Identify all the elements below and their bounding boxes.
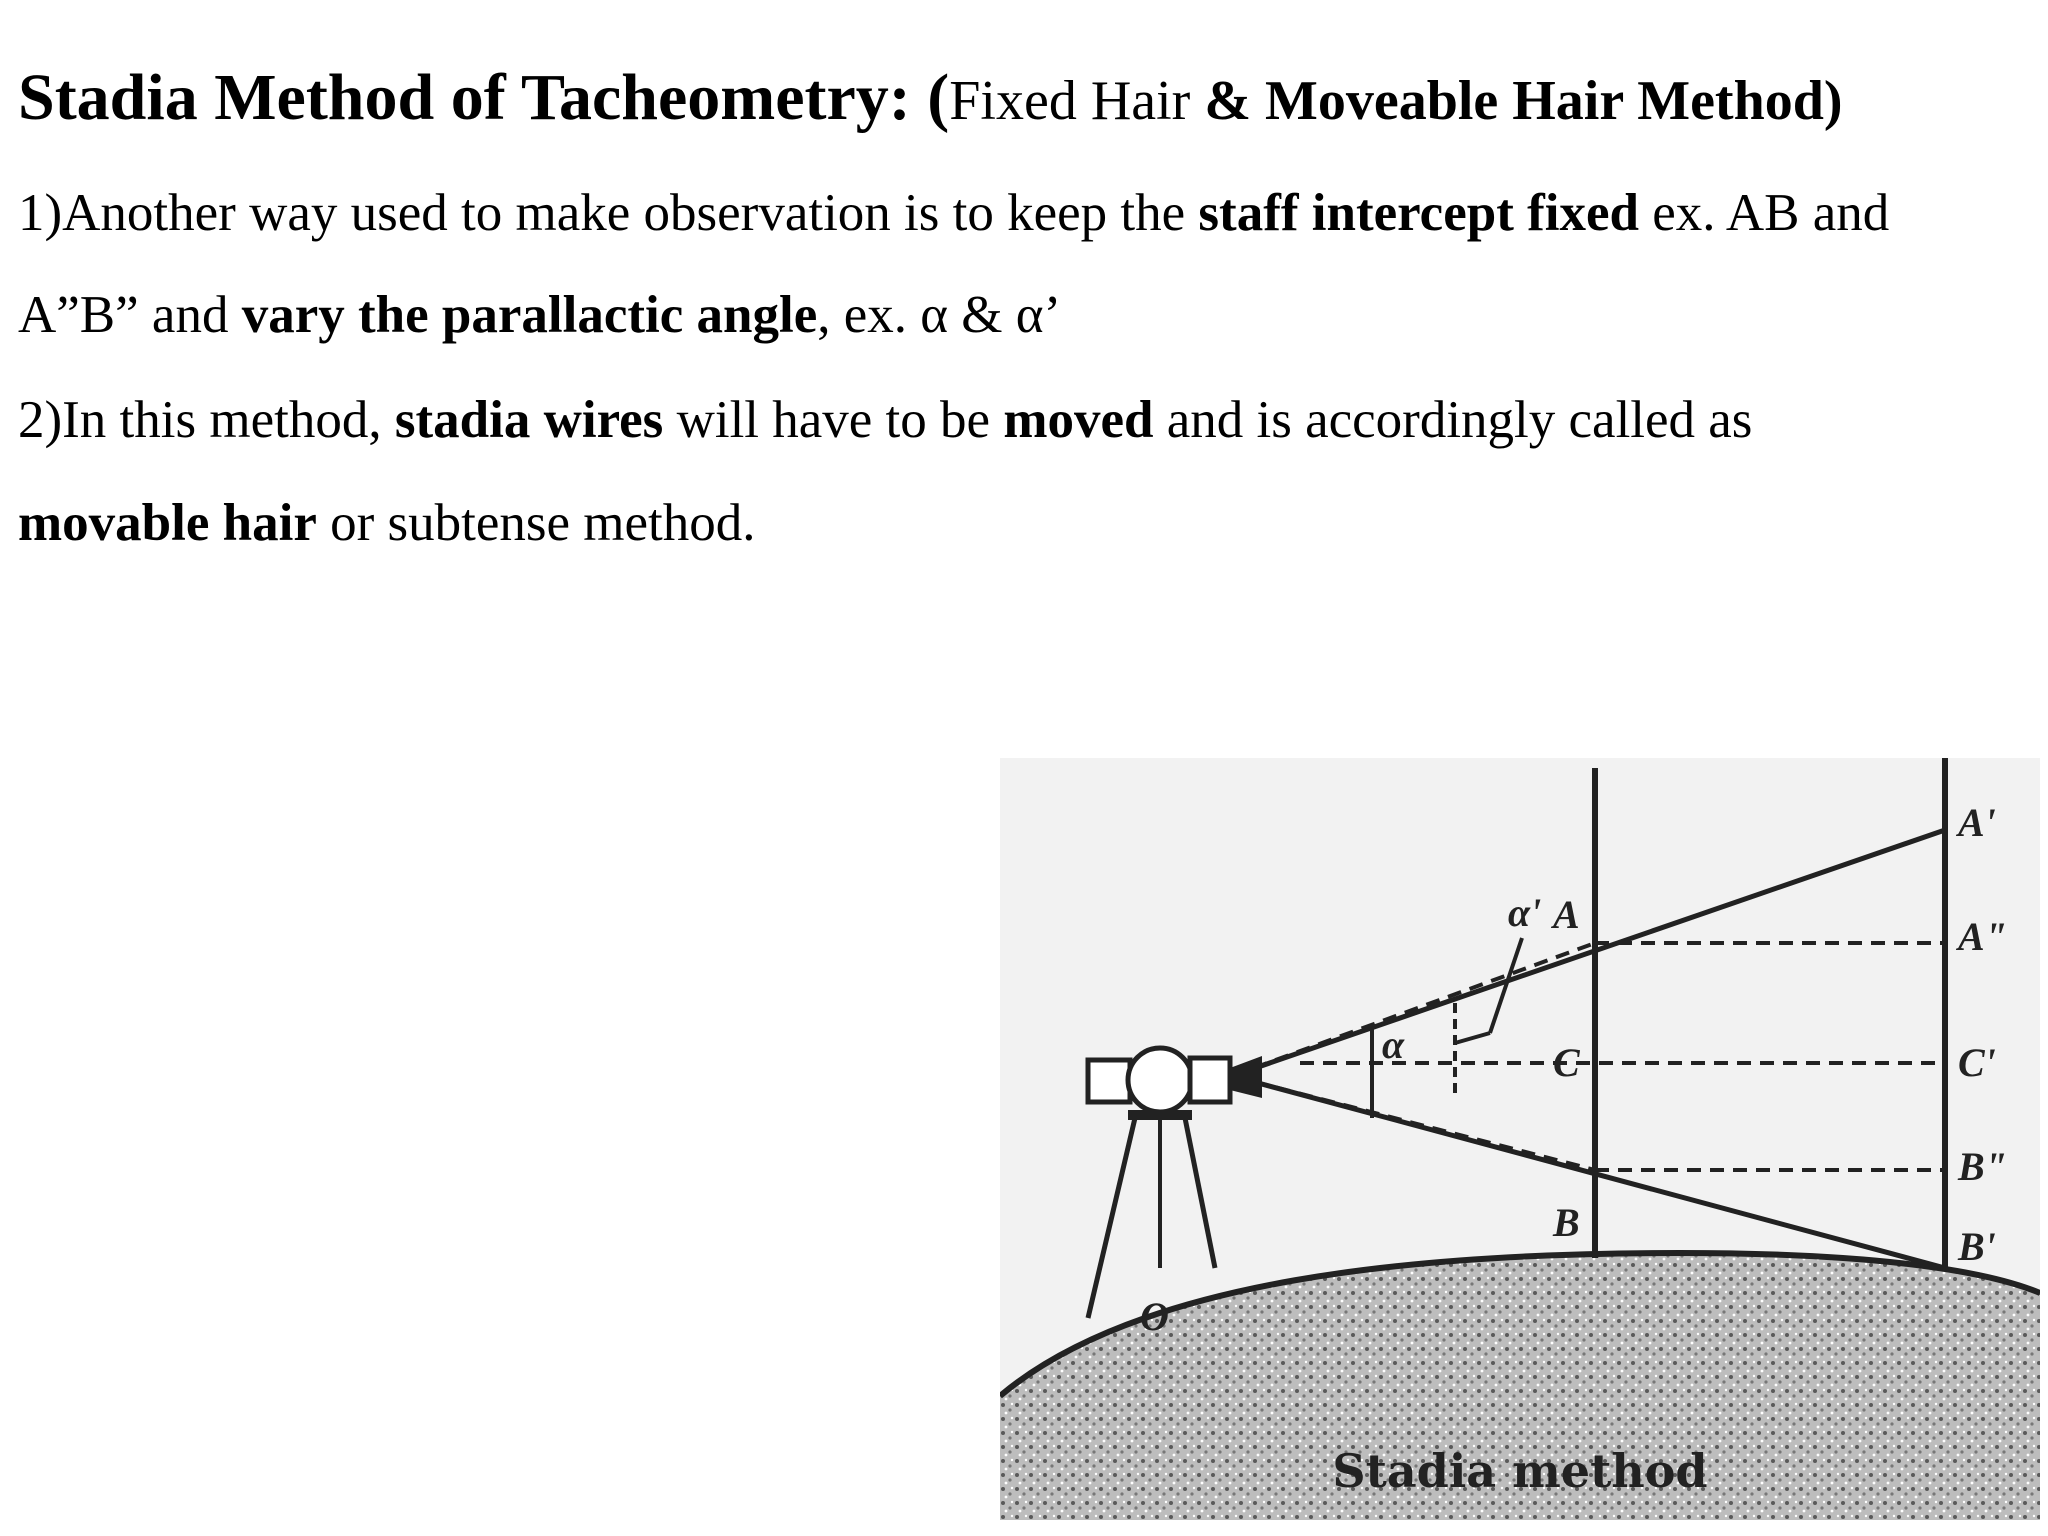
point-1-bold-parallactic-angle: vary the parallactic angle	[241, 286, 818, 344]
sight-line-upper	[1232, 830, 1945, 1076]
point-2-text-subtense: or subtense method.	[316, 494, 756, 552]
label-c-prime: C'	[1958, 1040, 1996, 1085]
label-a: A	[1553, 892, 1580, 937]
title-fixed-hair: Fixed Hair	[949, 70, 1205, 132]
stadia-diagram	[1000, 758, 2040, 1520]
sight-line-a-double	[1232, 943, 1595, 1076]
label-alpha-prime: α'	[1508, 890, 1542, 935]
point-2-bold-stadia-wires: stadia wires	[394, 391, 664, 449]
label-b-prime: B'	[1958, 1224, 1996, 1269]
point-2-bold-moved: moved	[1003, 391, 1154, 449]
instrument-tube	[1190, 1058, 1230, 1102]
point-2-line-2	[18, 488, 756, 558]
tripod-leg-left	[1088, 1118, 1135, 1318]
point-1-line-1	[18, 178, 1889, 248]
point-2-text: 2)In this method,	[18, 391, 395, 449]
instrument-body	[1128, 1048, 1192, 1112]
alpha-prime-arrow	[1455, 1033, 1490, 1043]
label-c: C	[1553, 1040, 1580, 1085]
point-1-line-2	[18, 280, 1061, 350]
point-2-line-1	[18, 385, 1752, 455]
tripod-head	[1128, 1110, 1192, 1120]
label-o: O	[1140, 1294, 1169, 1339]
point-2-bold-movable-hair: movable hair	[18, 494, 317, 552]
label-b-double: B"	[1958, 1144, 2007, 1189]
figure-caption: Stadia method	[1332, 1444, 1708, 1498]
title-main: Stadia Method of Tacheometry: (	[18, 61, 950, 134]
title-moveable-hair: & Moveable Hair	[1204, 70, 1638, 132]
sight-line-b-double	[1232, 1076, 1595, 1170]
point-1-text-ab-double: A”B” and	[18, 286, 242, 344]
label-alpha: α	[1382, 1022, 1405, 1067]
instrument-objective	[1230, 1056, 1262, 1098]
stadia-method-figure	[1000, 758, 2040, 1520]
tripod-leg-right	[1185, 1118, 1215, 1268]
point-1-text-alpha: , ex. α & α’	[817, 286, 1062, 344]
point-1-text: 1)Another way used to make observation is to keep the	[18, 184, 1199, 242]
label-a-double: A"	[1958, 914, 2007, 959]
page-title	[18, 58, 1843, 141]
point-1-text-ab: ex. AB and	[1638, 184, 1890, 242]
point-2-text-have-to-be: will have to be	[663, 391, 1004, 449]
point-2-text-called-as: and is accordingly called as	[1153, 391, 1753, 449]
label-a-prime: A'	[1958, 800, 1996, 845]
instrument-eyepiece	[1088, 1060, 1130, 1102]
label-b: B	[1553, 1200, 1580, 1245]
title-method: Method)	[1637, 70, 1843, 132]
point-1-bold-staff-intercept: staff intercept fixed	[1198, 184, 1639, 242]
